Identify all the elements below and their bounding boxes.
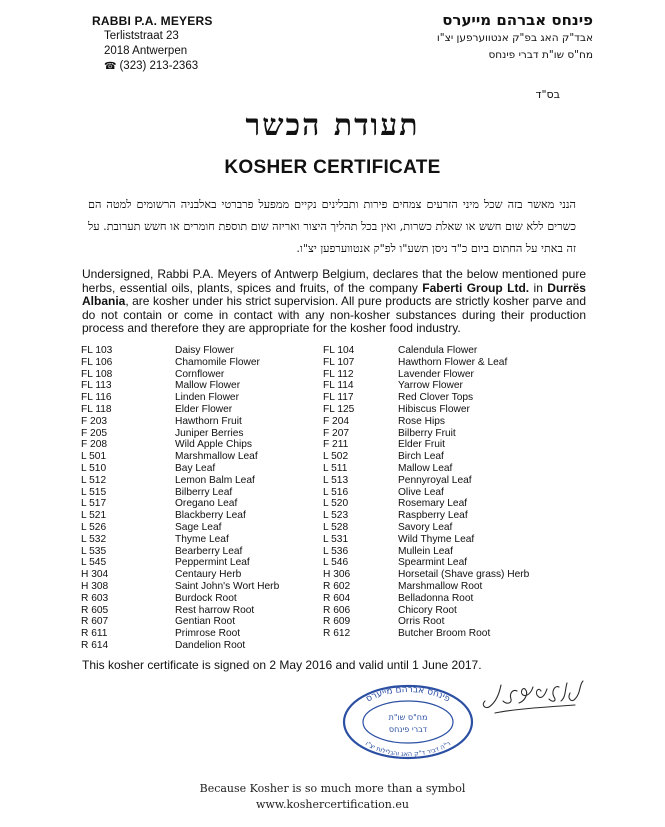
product-code: R 612 — [323, 628, 351, 640]
product-code: L 515 — [81, 486, 107, 498]
product-row — [323, 369, 529, 381]
product-name: Cornflower — [175, 368, 225, 380]
phone-icon: ☎ — [104, 61, 117, 72]
product-name: Rosemary Leaf — [398, 498, 468, 510]
declaration-text-2: in — [529, 280, 548, 295]
product-code: F 208 — [81, 439, 108, 451]
product-name: Mallow Flower — [175, 380, 241, 392]
product-row — [81, 487, 279, 499]
product-row — [81, 498, 279, 510]
product-name: Blackberry Leaf — [175, 510, 246, 522]
company-name: Faberti Group Ltd. — [422, 280, 530, 295]
product-row — [323, 451, 529, 463]
product-code: L 531 — [323, 533, 349, 545]
product-row — [81, 345, 279, 357]
product-code: L 501 — [81, 451, 107, 463]
product-name: Calendula Flower — [398, 345, 478, 356]
hebrew-title: תעודת הכשר — [245, 108, 420, 143]
product-name: Linden Flower — [175, 392, 239, 404]
product-name: Bay Leaf — [175, 462, 216, 474]
rabbinical-stamp — [340, 682, 476, 767]
validity-statement: This kosher certificate is signed on 2 May 2016 and valid until 1 June 2017. — [82, 658, 482, 672]
product-code: R 611 — [81, 628, 108, 640]
hebrew-title-line: אבד"ק האג בפ"ק אנטווערפען יצ"ו — [436, 32, 593, 44]
product-code: R 602 — [323, 580, 351, 592]
product-code: R 614 — [81, 639, 109, 651]
product-code: L 502 — [323, 451, 349, 463]
product-row — [323, 628, 529, 640]
product-code: L 545 — [81, 557, 107, 569]
product-name: Orris Root — [398, 616, 445, 628]
product-name: Red Clover Tops — [398, 392, 474, 404]
product-code: H 308 — [81, 580, 109, 592]
product-row — [323, 605, 529, 617]
product-row — [323, 357, 529, 369]
product-name: Chicory Root — [398, 604, 457, 616]
product-row — [81, 522, 279, 534]
product-name: Primrose Root — [175, 628, 241, 640]
product-code: FL 112 — [323, 368, 354, 380]
product-name: Bearberry Leaf — [175, 545, 243, 557]
street-address: Terliststraat 23 — [104, 30, 179, 42]
product-row — [81, 369, 279, 381]
declaration-text-1: Undersigned, Rabbi P.A. Meyers of Antwerp Belgium, declares that the below mentioned pure herbs, essential oils, plants, spices and fruits, of the company — [82, 267, 586, 295]
footer — [0, 781, 665, 813]
product-code: L 546 — [323, 557, 349, 569]
product-row — [81, 546, 279, 558]
city-address: 2018 Antwerpen — [104, 45, 188, 57]
product-row — [81, 439, 279, 451]
product-name: Daisy Flower — [175, 345, 234, 356]
product-code: L 513 — [323, 474, 349, 486]
product-name: Raspberry Leaf — [398, 510, 468, 522]
product-name: Rest harrow Root — [175, 604, 255, 616]
product-code: L 523 — [323, 510, 349, 522]
product-code: FL 103 — [81, 345, 113, 356]
product-name: Mullein Leaf — [398, 545, 453, 557]
product-row — [323, 593, 529, 605]
product-code: F 204 — [323, 415, 350, 427]
product-row — [323, 557, 529, 569]
product-row — [323, 546, 529, 558]
product-name: Pennyroyal Leaf — [398, 474, 472, 486]
product-name: Lavender Flower — [398, 368, 474, 380]
product-name: Elder Fruit — [398, 439, 445, 451]
stamp-line-2: דברי פינחס — [388, 725, 428, 734]
product-row — [323, 534, 529, 546]
svg-text:ר"ה דביר ד"ק האג והגלילות יצ"ו — [364, 739, 452, 758]
product-code: L 528 — [323, 521, 349, 533]
product-code: F 211 — [323, 439, 349, 451]
product-row — [323, 380, 529, 392]
product-name: Lemon Balm Leaf — [175, 474, 255, 486]
stamp-bottom-text: ר"ה דביר ד"ק האג והגלילות יצ"ו — [363, 739, 453, 759]
product-row — [81, 581, 279, 593]
product-code: F 205 — [81, 427, 108, 439]
product-code: FL 108 — [81, 368, 113, 380]
product-code: L 536 — [323, 545, 349, 557]
product-name: Yarrow Flower — [398, 380, 463, 392]
product-name: Marshmallow Leaf — [175, 451, 258, 463]
footer-website: www.koshercertification.eu — [256, 798, 409, 811]
footer-slogan: Because Kosher is so much more than a symbol — [199, 782, 466, 795]
product-code: L 512 — [81, 474, 107, 486]
product-row — [81, 463, 279, 475]
product-name: Butcher Broom Root — [398, 628, 491, 640]
product-row — [323, 510, 529, 522]
product-code: R 603 — [81, 592, 109, 604]
product-code: L 511 — [323, 462, 348, 474]
product-row — [81, 380, 279, 392]
product-name: Peppermint Leaf — [175, 557, 250, 569]
product-code: FL 104 — [323, 345, 355, 356]
product-row — [323, 345, 529, 357]
product-name: Juniper Berries — [175, 427, 244, 439]
product-row — [81, 534, 279, 546]
product-code: FL 125 — [323, 403, 355, 415]
product-row — [81, 392, 279, 404]
rabbi-name: RABBI P.A. MEYERS — [92, 14, 213, 28]
product-name: Mallow Leaf — [398, 462, 453, 474]
product-row — [323, 522, 529, 534]
product-code: R 606 — [323, 604, 351, 616]
stamp-inner-ring — [363, 701, 453, 743]
product-row — [81, 451, 279, 463]
product-row — [323, 569, 529, 581]
product-row — [323, 404, 529, 416]
product-code: L 510 — [81, 462, 107, 474]
product-row — [81, 357, 279, 369]
product-code: FL 116 — [81, 392, 112, 404]
product-name: Oregano Leaf — [175, 498, 238, 510]
english-declaration — [82, 268, 586, 336]
product-row — [81, 557, 279, 569]
product-code: R 604 — [323, 592, 351, 604]
product-name: Spearmint Leaf — [398, 557, 468, 569]
svg-text:פינחס אברהם מייערס — [364, 685, 451, 705]
product-row — [323, 392, 529, 404]
product-name: Hibiscus Flower — [398, 403, 470, 415]
product-name: Olive Leaf — [398, 486, 444, 498]
product-code: H 306 — [323, 569, 351, 581]
product-code: H 304 — [81, 569, 109, 581]
product-code: F 203 — [81, 415, 108, 427]
product-name: Bilberry Leaf — [175, 486, 233, 498]
product-name: Horsetail (Shave grass) Herb — [398, 569, 530, 581]
product-row — [81, 593, 279, 605]
company-location: Durrës Albania — [82, 280, 586, 308]
product-row — [81, 428, 279, 440]
hebrew-letterhead — [437, 10, 593, 64]
product-name: Wild Thyme Leaf — [398, 533, 475, 545]
product-code: FL 113 — [81, 380, 112, 392]
product-code: L 526 — [81, 521, 107, 533]
product-name: Hawthorn Fruit — [175, 415, 242, 427]
product-name: Thyme Leaf — [175, 533, 229, 545]
product-row — [81, 569, 279, 581]
product-row — [323, 463, 529, 475]
product-code: R 609 — [323, 616, 351, 628]
product-code: FL 117 — [323, 392, 354, 404]
product-name: Belladonna Root — [398, 592, 474, 604]
product-code: FL 106 — [81, 356, 113, 368]
product-code: F 207 — [323, 427, 350, 439]
product-code: L 520 — [323, 498, 349, 510]
product-code: L 516 — [323, 486, 349, 498]
product-row — [323, 416, 529, 428]
stamp-name-text: פינחס אברהם מייערס — [364, 684, 452, 705]
product-code: R 605 — [81, 604, 109, 616]
product-row — [323, 475, 529, 487]
phone-number: (323) 213-2363 — [119, 60, 199, 72]
english-title: KOSHER CERTIFICATE — [224, 157, 441, 178]
product-row — [81, 510, 279, 522]
phone-line — [92, 59, 213, 74]
product-row — [323, 487, 529, 499]
product-name: Bilberry Fruit — [398, 427, 456, 439]
product-list-left — [81, 345, 279, 652]
product-name: Wild Apple Chips — [175, 439, 253, 451]
product-name: Hawthorn Flower & Leaf — [398, 356, 508, 368]
product-code: FL 107 — [323, 356, 355, 368]
product-code: L 535 — [81, 545, 107, 557]
bsd-mark: בס"ד — [535, 88, 560, 101]
product-row — [81, 404, 279, 416]
product-list-right — [323, 345, 529, 640]
product-name: Savory Leaf — [398, 521, 453, 533]
product-code: R 607 — [81, 616, 109, 628]
product-name: Elder Flower — [175, 403, 233, 415]
product-name: Marshmallow Root — [398, 580, 483, 592]
product-code: L 521 — [81, 510, 107, 522]
product-name: Chamomile Flower — [175, 356, 260, 368]
declaration-text-3: , are kosher under his strict supervision. All pure products are strictly kosher parve and do not contain or come in contact with any non-kosher substances during their production process and therefore they are appropriate for the kosher food industry. — [82, 294, 586, 335]
product-name: Burdock Root — [175, 592, 237, 604]
product-name: Centaury Herb — [175, 569, 242, 581]
product-name: Birch Leaf — [398, 451, 444, 463]
product-row — [81, 605, 279, 617]
product-row — [323, 428, 529, 440]
stamp-line-1: מח"ס שו"ת — [388, 713, 428, 722]
handwritten-signature — [475, 673, 590, 728]
product-code: L 517 — [81, 498, 107, 510]
product-code: FL 118 — [81, 403, 112, 415]
product-row — [81, 475, 279, 487]
hebrew-declaration: הנני מאשר בזה שכל מיני הזרעים צמחים פירות ותבלינים נקיים ממפעל פרברטי באלבניה הרשומים למטה הם כשרים ללא שום חשש או שאלת כשרות, ואין בכל תהליך היצור ואריזה שום תוספת חומרים או חשש תערובת. על זה באתי על החתום ביום כ"ד ניסן תשע"ו לפ"ק אנטווערפען יצ"ו. — [88, 198, 576, 255]
product-row — [81, 628, 279, 640]
letterhead-address — [92, 14, 213, 74]
product-row — [81, 640, 279, 652]
product-code: FL 114 — [323, 380, 354, 392]
product-code: L 532 — [81, 533, 107, 545]
product-row — [323, 498, 529, 510]
product-name: Saint John's Wort Herb — [175, 580, 280, 592]
product-row — [81, 616, 279, 628]
product-row — [81, 416, 279, 428]
product-row — [323, 616, 529, 628]
hebrew-author-line: מח"ס שו"ת דברי פינחס — [488, 49, 593, 61]
product-row — [323, 439, 529, 451]
product-name: Dandelion Root — [175, 639, 246, 651]
product-name: Gentian Root — [175, 616, 236, 628]
product-name: Sage Leaf — [175, 521, 222, 533]
hebrew-rabbi-name: פינחס אברהם מייערס — [442, 11, 593, 29]
product-name: Rose Hips — [398, 415, 445, 427]
product-row — [323, 581, 529, 593]
